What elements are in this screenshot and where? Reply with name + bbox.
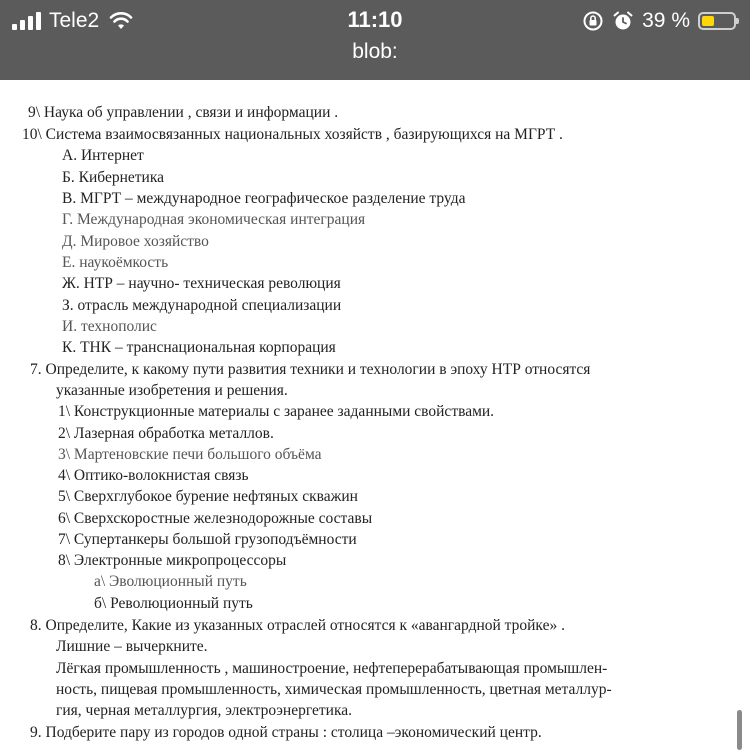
document-page <box>0 80 750 750</box>
question-9b-line: 9. Подберите пару из городов одной страны : столица –экономический центр. <box>30 724 542 741</box>
option-a: А. Интернет <box>62 147 144 164</box>
option-d: Д. Мировое хозяйство <box>62 233 209 250</box>
item-4: 4\ Оптико-волокнистая связь <box>58 467 249 484</box>
battery-icon <box>698 12 736 30</box>
question-8-line-3: Лёгкая промышленность , машиностроение, нефтеперерабатывающая промышлен- <box>56 660 608 677</box>
question-7-line-1: 7. Определите, к какому пути развития техники и технологии в эпоху НТР относятся <box>30 361 591 378</box>
option-g: Г. Международная экономическая интеграция <box>62 211 366 228</box>
question-8-line-1: 8. Определите, Какие из указанных отраслей относятся к «авангардной тройке» . <box>30 617 565 634</box>
status-right <box>582 8 736 34</box>
item-8: 8\ Электронные микропроцессоры <box>58 552 287 569</box>
answer-a: а\ Эволюционный путь <box>94 573 247 590</box>
option-e: Е. наукоёмкость <box>62 254 169 271</box>
clock: 11:10 <box>347 7 403 32</box>
question-8-line-4: ность, пищевая промышленность, химическая промышленность, цветная металлур- <box>56 681 612 698</box>
orientation-lock-icon <box>582 10 604 32</box>
option-i: И. технополис <box>62 318 157 335</box>
option-zh: Ж. НТР – научно- техническая революция <box>62 275 341 292</box>
item-3: 3\ Мартеновские печи большого объёма <box>58 446 322 463</box>
answer-b: б\ Революционный путь <box>94 595 253 612</box>
question-9-line: 9\ Наука об управлении , связи и информации . <box>28 104 339 121</box>
alarm-clock-icon <box>612 10 634 32</box>
browser-header <box>0 0 750 80</box>
item-1: 1\ Конструкционные материалы с заранее заданными свойствами. <box>58 403 495 420</box>
item-6: 6\ Сверхскоростные железнодорожные составы <box>58 510 373 527</box>
option-b: Б. Кибернетика <box>62 169 165 186</box>
question-8-line-5: гия, черная металлургия, электроэнергетика. <box>56 702 352 719</box>
option-z: З. отрасль международной специализации <box>62 297 342 314</box>
question-8-line-2: Лишние – вычеркните. <box>56 638 208 655</box>
scrollbar[interactable] <box>737 710 742 750</box>
url-label[interactable]: blob: <box>352 40 398 63</box>
carrier-name: Tele2 <box>49 9 100 32</box>
option-v: В. МГРТ – международное географическое разделение труда <box>62 190 466 207</box>
item-7: 7\ Супертанкеры большой грузоподъёмности <box>58 531 357 548</box>
question-7-line-2: указанные изобретения и решения. <box>56 382 288 399</box>
item-5: 5\ Сверхглубокое бурение нефтяных скважин <box>58 488 358 505</box>
item-2: 2\ Лазерная обработка металлов. <box>58 425 274 442</box>
question-10-line: 10\ Система взаимосвязанных национальных хозяйств , базирующихся на МГРТ . <box>22 126 563 143</box>
battery-percent: 39 % <box>642 9 690 32</box>
option-k: К. ТНК – транснациональная корпорация <box>62 339 336 356</box>
battery-level <box>702 16 714 26</box>
